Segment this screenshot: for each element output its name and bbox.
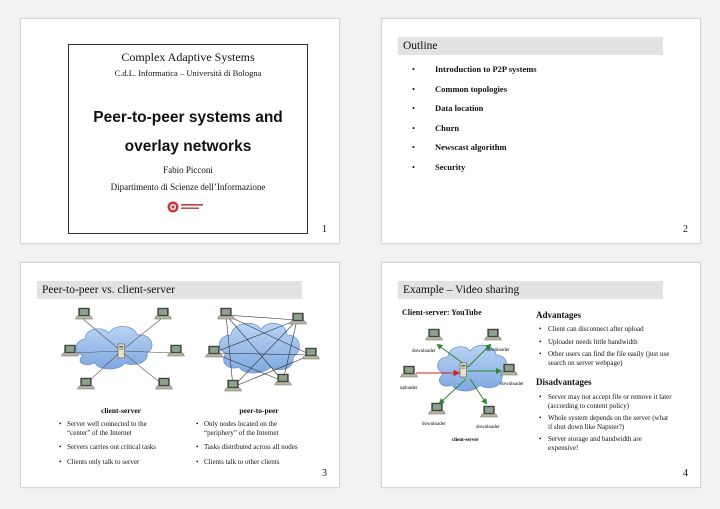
author: Fabio Picconi bbox=[163, 165, 213, 175]
title-line-2: overlay networks bbox=[124, 138, 252, 155]
list-item: • Other users can find the file easily (just use search on server webpage) bbox=[539, 350, 670, 367]
list-item: • Server well connected to the “center” of the Internet bbox=[59, 420, 147, 437]
client-server-bullets bbox=[59, 420, 167, 472]
course-subtitle: C.d.L. Informatica – Università di Bologna bbox=[114, 68, 262, 78]
list-item: • Churn bbox=[412, 122, 460, 133]
peer-to-peer-bullets bbox=[196, 420, 304, 472]
diagram-caption: client-server bbox=[452, 438, 479, 443]
laptop-icon bbox=[429, 403, 446, 414]
youtube-diagram bbox=[382, 263, 532, 487]
list-item: • Clients talk to other clients bbox=[196, 457, 280, 466]
title-box bbox=[68, 44, 308, 234]
list-item: • Data location bbox=[412, 103, 484, 113]
list-item: • Server may not accept file or remove it later (according to content policy) bbox=[539, 393, 672, 410]
laptop-icon bbox=[78, 378, 95, 389]
laptop-icon bbox=[168, 345, 185, 356]
slide-2[interactable] bbox=[381, 18, 701, 244]
slide-3[interactable] bbox=[20, 262, 340, 488]
laptop-icon bbox=[156, 378, 173, 389]
client-server-caption: client-server bbox=[101, 406, 141, 415]
downloader-label: downloader bbox=[476, 425, 500, 430]
page-number: 3 bbox=[322, 468, 327, 479]
list-item: • Security bbox=[412, 161, 466, 172]
list-item: • Uploader needs little bandwidth bbox=[539, 337, 638, 346]
laptop-icon bbox=[225, 380, 242, 391]
cloud-icon bbox=[76, 326, 152, 369]
laptop-icon bbox=[275, 374, 292, 385]
course-title: Complex Adaptive Systems bbox=[121, 50, 255, 64]
slide-header: Peer-to-peer vs. client-server bbox=[37, 281, 302, 299]
list-item: • Newscast algorithm bbox=[412, 142, 507, 152]
slide-header: Outline bbox=[398, 37, 663, 55]
page-number: 4 bbox=[683, 468, 688, 479]
downloader-label: downloader bbox=[486, 348, 510, 353]
presentation-title bbox=[69, 103, 307, 161]
title-line-1: Peer-to-peer systems and bbox=[93, 109, 283, 126]
server-icon bbox=[118, 344, 125, 358]
slide-4[interactable] bbox=[381, 262, 701, 488]
list-item: • Tasks distributed across all nodes bbox=[196, 443, 298, 451]
list-item: • Common topologies bbox=[412, 83, 508, 94]
list-item: • Clients only talk to server bbox=[59, 457, 140, 466]
laptop-icon bbox=[218, 308, 235, 319]
disadvantages-list bbox=[539, 393, 672, 456]
list-item: • Servers carries out critical tasks bbox=[59, 443, 157, 451]
laptop-icon bbox=[303, 348, 320, 359]
advantages-list bbox=[539, 325, 672, 371]
laptop-icon bbox=[290, 313, 307, 324]
laptop-icon bbox=[401, 366, 418, 377]
advantages-heading: Advantages bbox=[536, 310, 582, 320]
page-number: 2 bbox=[683, 224, 688, 235]
downloader-label: downloader bbox=[412, 349, 436, 354]
laptop-icon bbox=[426, 329, 443, 340]
disadvantages-heading: Disadvantages bbox=[536, 377, 592, 387]
list-item: • Introduction to P2P systems bbox=[412, 64, 537, 74]
slide-header: Example – Video sharing bbox=[398, 281, 663, 299]
department: Dipartimento di Scienze dell’Informazione bbox=[110, 182, 266, 192]
list-item: • Only nodes located on the “periphery” of the Internet bbox=[196, 420, 279, 437]
downloader-label: downloader bbox=[422, 422, 446, 427]
page-number: 1 bbox=[322, 224, 327, 235]
laptop-icon bbox=[155, 308, 172, 319]
outline-list bbox=[412, 64, 537, 181]
subheading: Client-server: YouTube bbox=[402, 308, 482, 317]
laptop-icon bbox=[485, 329, 502, 340]
server-icon bbox=[460, 363, 467, 377]
slide-1[interactable] bbox=[20, 18, 340, 244]
downloader-label: downloader bbox=[500, 382, 524, 387]
list-item: • Client can disconnect after upload bbox=[539, 325, 644, 333]
uploader-label: uploader bbox=[400, 386, 418, 391]
list-item: • Server storage and bandwidth are expensive! bbox=[539, 435, 642, 452]
laptop-icon bbox=[76, 308, 93, 319]
list-item: • Whole system depends on the server (what if shut down like Napster?) bbox=[539, 414, 669, 431]
laptop-icon bbox=[481, 406, 498, 417]
university-logo bbox=[167, 200, 205, 214]
peer-to-peer-caption: peer-to-peer bbox=[239, 406, 279, 415]
